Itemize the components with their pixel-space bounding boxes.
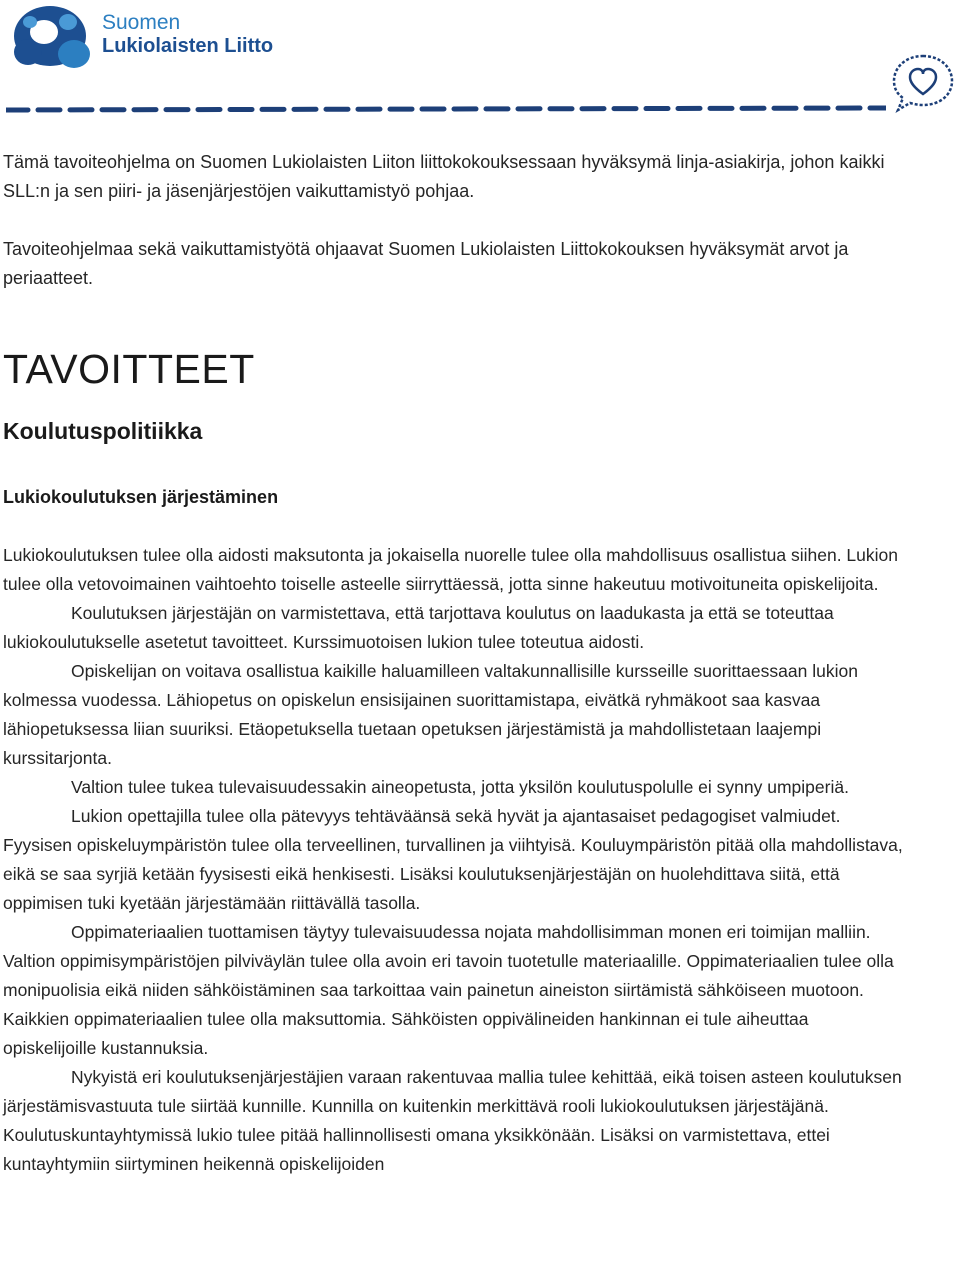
subsection-title: Lukiokoulutuksen järjestäminen [3,487,279,507]
body-paragraph: Koulutuksen järjestäjän on varmistettava, että tarjottava koulutus on laadukasta ja että se toteuttaa lukiokoulutukselle asetetut tavoitteet. Kurssimuotoisen lukion tulee toteutua aidosti. [3,603,834,652]
logo-line2: Lukiolaisten Liitto [102,35,274,57]
dashed-divider [6,100,886,120]
section-title: Koulutuspolitiikka [3,418,203,444]
logo-bubbles-icon [8,2,98,78]
intro-paragraph: Tavoiteohjelmaa sekä vaikuttamistyötä ohjaavat Suomen Lukiolaisten Liittokokouksen hyväksymät arvot ja periaatteet. [3,239,849,288]
body-text [3,541,903,1179]
page-header [0,0,960,120]
body-paragraph: Lukiokoulutuksen tulee olla aidosti maksutonta ja jokaisella nuorelle tulee olla mahdollisuus osallistua siihen. Lukion tulee olla vetovoimainen vaihtoehto toiselle asteelle siirryttäessä, jotta sinne hakeutuu motivoituneita opiskelijoita. [3,545,898,594]
body-paragraph: Valtion tulee tukea tulevaisuudessakin aineopetusta, jotta yksilön koulutuspolulle ei synny umpiperiä. [71,777,849,797]
intro-section [3,148,903,293]
document-body [3,148,903,1174]
intro-paragraph: Tämä tavoiteohjelma on Suomen Lukiolaisten Liiton liittokokouksessaan hyväksymä linja-asiakirja, johon kaikki SLL:n ja sen piiri- ja jäsenjärjestöjen vaikuttamistyö pohjaa. [3,152,885,201]
body-paragraph: Oppimateriaalien tuottamisen täytyy tulevaisuudessa nojata mahdollisimman monen eri toimijan malliin. Valtion oppimisympäristöjen pilviväylän tulee olla avoin eri tavoin tuotetulle materiaalille. Oppimateriaalien tulee olla monipuolisia eikä niiden sähköistäminen saa tarkoittaa vain painetun aineiston siirtämistä sähköiseen muotoon. Kaikkien oppimateriaalien tulee olla maksuttomia. Sähköisten oppivälineiden hankinnan ei tule aiheuttaa opiskelijoille kustannuksia. [3,922,894,1058]
logo-line1: Suomen [102,11,181,34]
body-paragraph: Opiskelijan on voitava osallistua kaikille haluamilleen valtakunnallisille kursseille suorittaessaan lukion kolmessa vuodessa. Lähiopetus on opiskelun ensisijainen suorittamistapa, eivätkä ryhmäkoot saa kasvaa lähiopetuksessa liian suuriksi. Etäopetuksella tuetaan opetuksen järjestämistä ja mahdollistetaan laajempi kurssitarjonta. [3,661,858,768]
body-paragraph: Nykyistä eri koulutuksenjärjestäjien varaan rakentuvaa mallia tulee kehittää, eikä toisen asteen koulutuksen järjestämisvastuuta tule siirtää kunnille. Kunnilla on kuitenkin merkittävä rooli lukiokoulutuksen järjestäjänä. Koulutuskuntayhtymissä lukio tulee pitää hallinnollisesti omana yksikkönään. Lisäksi on varmistettava, ettei kuntayhtymiin siirtyminen heikennä opiskelijoiden [3,1067,902,1174]
heart-speech-bubble-icon [890,50,956,114]
logo-wordmark [102,12,273,56]
body-paragraph: Lukion opettajilla tulee olla pätevyys tehtäväänsä sekä hyvät ja ajantasaiset pedagogiset valmiudet. Fyysisen opiskeluympäristön tulee olla terveellinen, turvallinen ja viihtyisä. Kouluympäristön pitää olla mahdollistava, eikä se saa syrjiä ketään fyysisesti eikä henkisesti. Lisäksi koulutuksenjärjestäjän on huolehdittava siitä, että oppimisen tuki kyetään järjestämään riittävällä tasolla. [3,806,903,913]
main-title: TAVOITTEET [3,346,255,392]
